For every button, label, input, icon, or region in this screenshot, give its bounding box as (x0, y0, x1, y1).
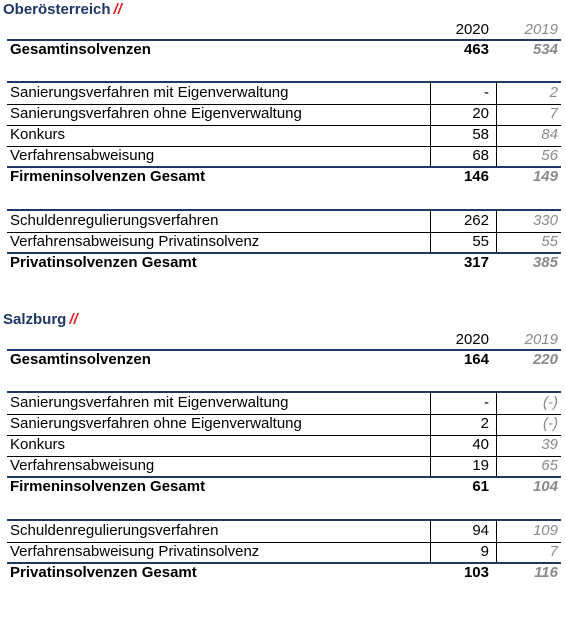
value-2020: 58 (472, 126, 489, 143)
value-2019: 56 (541, 147, 558, 164)
value-2019: 534 (532, 41, 558, 58)
value-2020: 317 (463, 254, 489, 271)
value-2020: 68 (472, 147, 489, 164)
table-row (7, 211, 561, 232)
total-row (7, 350, 561, 371)
subtotal-row (7, 563, 561, 584)
year-prev-header: 2019 (524, 21, 558, 38)
row-label: Firmeninsolvenzen Gesamt (10, 478, 206, 495)
value-2019: 385 (532, 254, 558, 271)
value-2019: 330 (532, 212, 558, 229)
row-label: Gesamtinsolvenzen (10, 41, 151, 58)
value-2019: 104 (532, 478, 558, 495)
row-label: Verfahrensabweisung Privatinsolvenz (10, 543, 260, 560)
table-row (7, 456, 561, 477)
year-header-row (7, 20, 561, 41)
table-row (7, 104, 561, 125)
column-divider (496, 392, 497, 477)
column-divider (496, 520, 497, 562)
value-2019: 39 (541, 436, 558, 453)
region-heading (3, 310, 78, 330)
column-divider (430, 210, 431, 252)
year-current-header: 2020 (455, 331, 489, 348)
row-label: Sanierungsverfahren ohne Eigenverwaltung (10, 415, 302, 432)
row-label: Konkurs (10, 436, 66, 453)
value-2020: 9 (480, 543, 489, 560)
value-2020: - (484, 84, 489, 101)
row-label: Privatinsolvenzen Gesamt (10, 564, 197, 581)
table-row (7, 414, 561, 435)
total-row (7, 40, 561, 61)
row-label: Sanierungsverfahren mit Eigenverwaltung (10, 394, 289, 411)
year-current-header: 2020 (455, 21, 489, 38)
value-2019: 109 (532, 522, 558, 539)
region-heading (3, 0, 122, 20)
value-2020: 61 (472, 478, 489, 495)
region-title: Salzburg (3, 311, 67, 328)
table-row (7, 125, 561, 146)
value-2019: 7 (549, 105, 558, 122)
row-label: Verfahrensabweisung Privatinsolvenz (10, 233, 260, 250)
column-divider (430, 520, 431, 562)
row-label: Schuldenregulierungsverfahren (10, 522, 219, 539)
column-divider (496, 82, 497, 167)
year-header-row (7, 330, 561, 351)
value-2019: 84 (541, 126, 558, 143)
row-label: Sanierungsverfahren mit Eigenverwaltung (10, 84, 289, 101)
value-2019: 7 (549, 543, 558, 560)
row-label: Verfahrensabweisung (10, 147, 155, 164)
value-2020: 94 (472, 522, 489, 539)
row-label: Privatinsolvenzen Gesamt (10, 254, 197, 271)
region-mark: // (69, 311, 78, 328)
table-row (7, 521, 561, 542)
value-2019: (-) (543, 394, 558, 411)
row-label: Firmeninsolvenzen Gesamt (10, 168, 206, 185)
value-2020: 20 (472, 105, 489, 122)
table-row (7, 435, 561, 456)
row-label: Gesamtinsolvenzen (10, 351, 151, 368)
value-2019: (-) (543, 415, 558, 432)
region-title: Oberösterreich (3, 1, 111, 18)
column-divider (430, 82, 431, 167)
subtotal-row (7, 477, 561, 498)
value-2020: 463 (463, 41, 489, 58)
row-label: Konkurs (10, 126, 66, 143)
value-2020: 2 (480, 415, 489, 432)
row-label: Schuldenregulierungsverfahren (10, 212, 219, 229)
value-2020: 40 (472, 436, 489, 453)
year-prev-header: 2019 (524, 331, 558, 348)
row-label: Sanierungsverfahren ohne Eigenverwaltung (10, 105, 302, 122)
column-divider (496, 210, 497, 252)
value-2019: 220 (532, 351, 558, 368)
value-2020: 55 (472, 233, 489, 250)
region-mark: // (113, 1, 122, 18)
value-2019: 55 (541, 233, 558, 250)
table-row (7, 393, 561, 414)
value-2020: 262 (463, 212, 489, 229)
value-2019: 2 (549, 84, 558, 101)
table-row (7, 146, 561, 167)
value-2020: 146 (463, 168, 489, 185)
column-divider (430, 392, 431, 477)
subtotal-row (7, 167, 561, 188)
value-2020: 103 (463, 564, 489, 581)
subtotal-row (7, 253, 561, 274)
value-2020: - (484, 394, 489, 411)
value-2020: 19 (472, 457, 489, 474)
value-2020: 164 (463, 351, 489, 368)
table-row (7, 542, 561, 563)
value-2019: 116 (534, 564, 558, 581)
table-row (7, 83, 561, 104)
row-label: Verfahrensabweisung (10, 457, 155, 474)
table-row (7, 232, 561, 253)
value-2019: 65 (541, 457, 558, 474)
value-2019: 149 (532, 168, 558, 185)
